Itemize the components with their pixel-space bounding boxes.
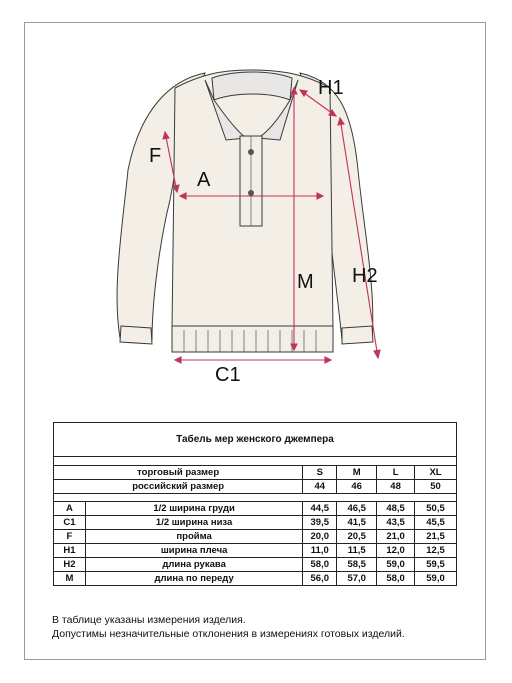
label-F: F: [149, 145, 162, 167]
trade-size-label: торговый размер: [54, 466, 303, 480]
row-value: 58,0: [303, 558, 337, 572]
row-name: ширина плеча: [85, 544, 302, 558]
row-value: 12,0: [377, 544, 415, 558]
row-value: 57,0: [337, 572, 377, 586]
size-header: M: [337, 466, 377, 480]
size-header: XL: [415, 466, 457, 480]
size-header: S: [303, 466, 337, 480]
size-header: L: [377, 466, 415, 480]
notes: [52, 613, 405, 641]
russian-size: 46: [337, 480, 377, 494]
row-value: 20,0: [303, 530, 337, 544]
row-value: 39,5: [303, 516, 337, 530]
row-value: 58,5: [337, 558, 377, 572]
table-row: [54, 530, 457, 544]
russian-size: 44: [303, 480, 337, 494]
row-name: 1/2 ширина груди: [85, 502, 302, 516]
note-line: В таблице указаны измерения изделия.: [52, 614, 246, 626]
row-value: 11,5: [337, 544, 377, 558]
row-name: длина по переду: [85, 572, 302, 586]
row-code: H2: [54, 558, 86, 572]
row-code: M: [54, 572, 86, 586]
table-row: [54, 558, 457, 572]
label-M: M: [297, 271, 314, 293]
row-code: F: [54, 530, 86, 544]
left-cuff: [120, 326, 152, 344]
russian-size-label: российский размер: [54, 480, 303, 494]
row-value: 41,5: [337, 516, 377, 530]
table-row: [54, 502, 457, 516]
row-code: H1: [54, 544, 86, 558]
row-value: 20,5: [337, 530, 377, 544]
label-C1: C1: [215, 364, 241, 386]
row-value: 48,5: [377, 502, 415, 516]
row-value: 46,5: [337, 502, 377, 516]
row-value: 45,5: [415, 516, 457, 530]
russian-size: 48: [377, 480, 415, 494]
row-code: A: [54, 502, 86, 516]
row-code: C1: [54, 516, 86, 530]
label-A: A: [197, 169, 211, 191]
row-name: пройма: [85, 530, 302, 544]
row-value: 58,0: [377, 572, 415, 586]
row-value: 59,0: [377, 558, 415, 572]
russian-size: 50: [415, 480, 457, 494]
row-name: длина рукава: [85, 558, 302, 572]
table-row: [54, 516, 457, 530]
button-2: [248, 190, 254, 196]
size-table: [53, 422, 457, 586]
row-value: 50,5: [415, 502, 457, 516]
table-row: [54, 544, 457, 558]
row-value: 12,5: [415, 544, 457, 558]
row-value: 59,5: [415, 558, 457, 572]
row-value: 44,5: [303, 502, 337, 516]
label-H2: H2: [352, 265, 378, 287]
row-name: 1/2 ширина низа: [85, 516, 302, 530]
button-1: [248, 149, 254, 155]
row-value: 56,0: [303, 572, 337, 586]
row-value: 21,0: [377, 530, 415, 544]
row-value: 21,5: [415, 530, 457, 544]
label-H1: H1: [318, 77, 344, 99]
table-row: [54, 572, 457, 586]
table-title: Табель мер женского джемпера: [54, 423, 457, 457]
row-value: 59,0: [415, 572, 457, 586]
right-cuff: [342, 326, 373, 344]
row-value: 43,5: [377, 516, 415, 530]
note-line: Допустимы незначительные отклонения в измерениях готовых изделий.: [52, 628, 405, 640]
row-value: 11,0: [303, 544, 337, 558]
